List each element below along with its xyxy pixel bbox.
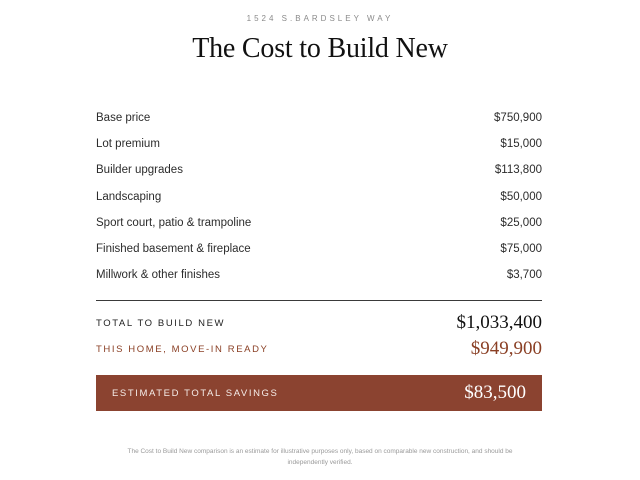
this-home-label: THIS HOME, MOVE-IN READY [96,343,269,355]
total-build-label: TOTAL TO BUILD NEW [96,317,226,329]
cost-item-value: $50,000 [500,190,542,203]
savings-label: ESTIMATED TOTAL SAVINGS [112,387,279,399]
cost-item-value: $15,000 [500,138,542,151]
page-title: The Cost to Build New [192,33,448,64]
cost-item-label: Sport court, patio & trampoline [96,216,252,229]
total-build-value: $1,033,400 [456,312,542,333]
this-home-value: $949,900 [470,338,542,359]
cost-item-label: Builder upgrades [96,164,183,177]
savings-banner [96,375,542,411]
cost-item [96,131,542,157]
cost-item-value: $113,800 [494,164,542,177]
cost-item-label: Landscaping [96,190,162,203]
totals-divider [96,300,542,301]
savings-value: $83,500 [464,382,526,403]
cost-item-value: $3,700 [506,269,542,282]
cost-item [96,105,542,131]
this-home-row [96,336,542,362]
cost-item [96,184,542,210]
disclaimer-text: The Cost to Build New comparison is an estimate for illustrative purposes only, based on comparable new construction, and should be independently verified. [127,448,513,466]
cost-item-label: Millwork & other finishes [96,269,220,282]
cost-item-label: Finished basement & fireplace [96,243,251,256]
cost-item [96,236,542,262]
cost-item-value: $25,000 [500,216,542,229]
cost-item-value: $750,900 [494,112,542,125]
cost-item-label: Lot premium [96,138,160,151]
total-build-row [96,310,542,336]
cost-items-list [96,105,542,288]
cost-item-value: $75,000 [500,243,542,256]
cost-item [96,210,542,236]
cost-item [96,157,542,183]
cost-item [96,262,542,288]
cost-item-label: Base price [96,112,151,125]
property-address: 1524 S.BARDSLEY WAY [246,14,394,23]
